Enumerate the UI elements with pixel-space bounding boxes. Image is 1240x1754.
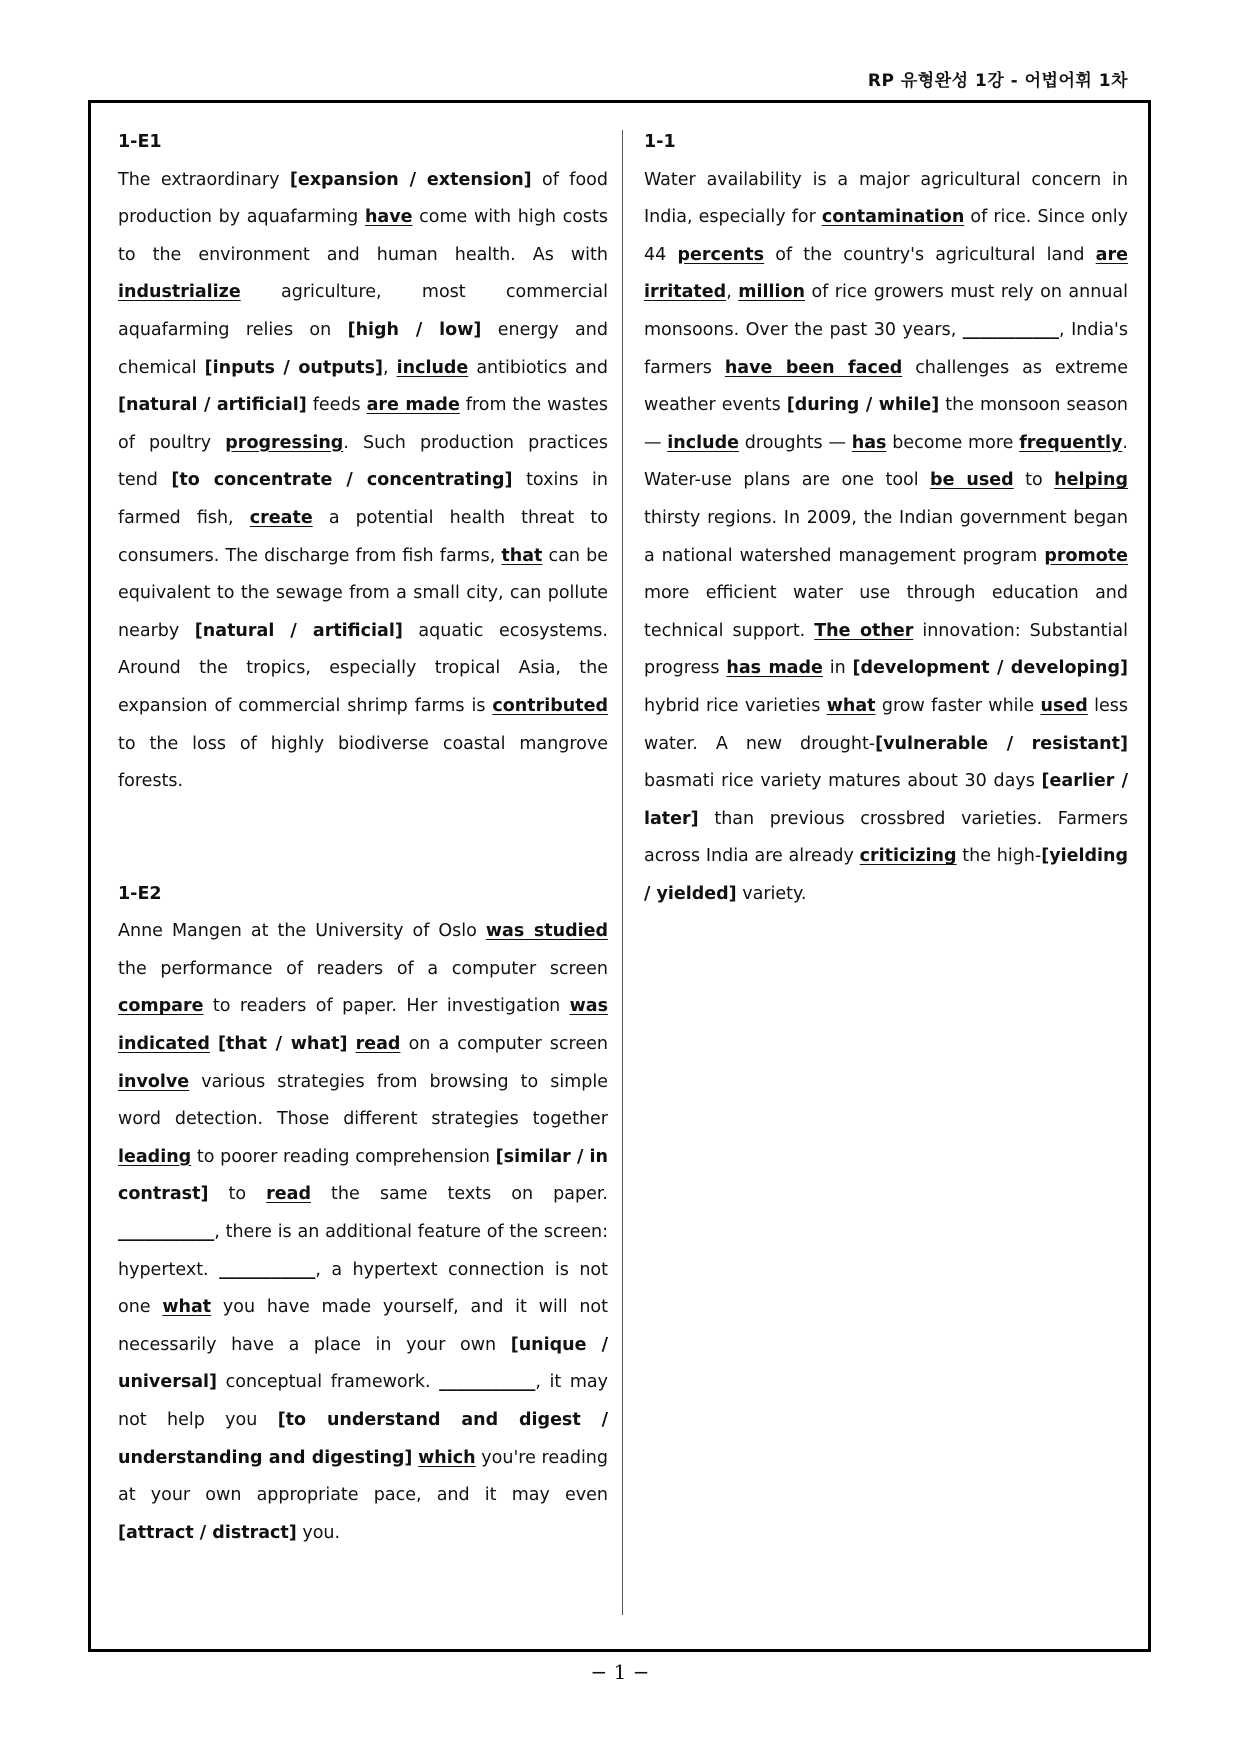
underlined-word: percents: [677, 244, 764, 265]
text: of rice growers must rely on annual monsoons. Over the past 30 years,: [644, 282, 1128, 340]
blank: ___________: [439, 1372, 536, 1393]
choice: [inputs / outputs]: [204, 357, 383, 378]
text: antibiotics and: [468, 357, 608, 378]
text: to readers of paper. Her investigation: [203, 996, 570, 1017]
underlined-word: are made: [366, 395, 460, 416]
underlined-word: what: [162, 1297, 212, 1318]
underlined-word: frequently: [1019, 432, 1123, 453]
text: aquatic ecosystems. Around the tropics, especially tropical Asia, the expansion of commercial shrimp farms is: [118, 620, 608, 716]
text: to: [1013, 470, 1055, 491]
underlined-word: read: [266, 1184, 311, 1205]
underlined-word: industrialize: [118, 282, 241, 303]
underlined-word: promote: [1044, 545, 1128, 566]
text: toxins in farmed fish,: [118, 470, 608, 528]
blank: ___________: [962, 319, 1060, 340]
choice: [that / what]: [218, 1034, 348, 1055]
choice: [high / low]: [347, 319, 482, 340]
passage-1-1: [644, 162, 1128, 914]
text: , there is an additional feature of the screen: hypertext.: [118, 1222, 608, 1280]
passage-1-e2: [118, 913, 608, 1552]
text: the performance of readers of a computer screen: [118, 958, 608, 979]
text: from the wastes of poultry: [118, 395, 608, 453]
text: [348, 1034, 356, 1054]
left-column: [118, 124, 608, 1552]
choice: [vulnerable / resistant]: [875, 733, 1128, 754]
text: more efficient water use through education and technical support.: [644, 583, 1128, 641]
choice: [earlier / later]: [644, 771, 1128, 829]
text: droughts —: [738, 432, 852, 453]
text: variety.: [736, 883, 807, 904]
choice: [natural / artificial]: [118, 395, 307, 416]
text: Anne Mangen at the University of Oslo: [118, 921, 486, 942]
underlined-word: have: [364, 207, 413, 228]
text: the high-: [956, 846, 1042, 867]
section-title-1-1: 1-1: [644, 132, 676, 152]
section-title-1-e1: 1-E1: [118, 132, 162, 152]
text: hybrid rice varieties: [644, 695, 827, 716]
text: of food production by aquafarming: [118, 169, 608, 228]
underlined-word: what: [826, 695, 876, 716]
underlined-word: has made: [726, 658, 823, 679]
underlined-word: helping: [1054, 470, 1129, 491]
text: , India's farmers: [644, 319, 1128, 378]
right-column: [644, 124, 1128, 913]
text: you're reading at your own appropriate pace, and it may even: [118, 1447, 609, 1506]
choice: [yielding / yielded]: [644, 846, 1128, 904]
underlined-word: which: [418, 1447, 476, 1468]
underlined-word: criticizing: [859, 846, 957, 867]
underlined-word: leading: [118, 1146, 192, 1167]
underlined-word: contributed: [492, 695, 608, 716]
blank: ___________: [219, 1259, 316, 1280]
section-gap: [118, 801, 608, 876]
text: to the loss of highly biodiverse coastal mangrove forests.: [118, 733, 608, 792]
choice: [unique / universal]: [118, 1334, 608, 1393]
underlined-word: be used: [930, 470, 1014, 491]
underlined-word: million: [738, 282, 805, 303]
underlined-word: was studied: [485, 921, 608, 942]
choice: [natural / artificial]: [194, 620, 403, 641]
text: The extraordinary: [118, 169, 290, 190]
text: [210, 1034, 218, 1054]
text: you.: [296, 1522, 341, 1543]
text: the same texts on paper.: [311, 1184, 608, 1205]
document-header: RP 유형완성 1강 - 어법어휘 1차: [867, 71, 1128, 91]
text: in: [822, 658, 853, 679]
choice: [to concentrate / concentrating]: [171, 470, 513, 491]
text: less water. A new drought-: [644, 695, 1128, 754]
text: various strategies from browsing to simple word detection. Those different strategies together: [118, 1071, 608, 1130]
text: to: [208, 1184, 267, 1205]
section-title-1-e2: 1-E2: [118, 883, 162, 904]
underlined-word: have been faced: [724, 357, 903, 378]
text: to poorer reading comprehension: [191, 1146, 496, 1167]
underlined-word: was indicated: [118, 996, 608, 1055]
choice: [to understand and digest / understanding and digesting]: [118, 1410, 608, 1468]
choice: [attract / distract]: [118, 1522, 297, 1543]
text: grow faster while: [875, 695, 1041, 716]
text: become more: [886, 432, 1020, 453]
text: of rice. Since only 44: [644, 207, 1129, 265]
text: innovation: Substantial progress: [644, 620, 1128, 679]
underlined-word: read: [355, 1034, 401, 1055]
text: of the country's agricultural land: [764, 244, 1096, 265]
underlined-word: involve: [118, 1071, 190, 1092]
text: a potential health threat to consumers. The discharge from fish farms,: [118, 507, 608, 566]
text: ,: [726, 282, 739, 303]
text: . Water-use plans are one tool: [644, 432, 1128, 491]
underlined-word: include: [396, 357, 469, 378]
text: you have made yourself, and it will not necessarily have a place in your own: [118, 1297, 608, 1355]
text: . Such production practices tend: [118, 432, 608, 491]
choice: [during / while]: [786, 395, 940, 416]
text: on a computer screen: [400, 1034, 608, 1055]
text: ,: [383, 357, 397, 378]
text: can be equivalent to the sewage from a small city, can pollute nearby: [118, 545, 609, 641]
text: agriculture, most commercial aquafarming relies on: [118, 282, 608, 340]
text: Water availability is a major agricultural concern in India, especially for: [644, 169, 1128, 228]
page-number: − 1 −: [590, 1660, 650, 1684]
passage-1-e1: [118, 162, 608, 801]
text: , it may not help you: [118, 1372, 608, 1430]
text: come with high costs to the environment and human health. As with: [118, 207, 608, 265]
underlined-word: progressing: [225, 432, 344, 453]
text: energy and chemical: [118, 319, 608, 378]
column-divider: [622, 130, 623, 1615]
text: thirsty regions. In 2009, the Indian government began a national watershed management program: [644, 507, 1128, 566]
text: basmati rice variety matures about 30 days: [644, 771, 1042, 792]
text: the monsoon season —: [644, 395, 1128, 453]
underlined-word: are irritated: [644, 244, 1128, 303]
text: feeds: [306, 395, 367, 416]
choice: [similar / in contrast]: [118, 1146, 609, 1205]
text: conceptual framework.: [217, 1372, 440, 1393]
choice: [expansion / extension]: [289, 169, 532, 190]
underlined-word: compare: [118, 996, 204, 1017]
choice: [development / developing]: [852, 658, 1129, 679]
text: , a hypertext connection is not one: [118, 1259, 608, 1318]
text: than previous crossbred varieties. Farmers across India are already: [644, 808, 1128, 867]
underlined-word: has: [851, 432, 887, 453]
underlined-word: contamination: [821, 207, 965, 228]
underlined-word: include: [667, 432, 739, 453]
underlined-word: create: [249, 507, 313, 528]
text: challenges as extreme weather events: [644, 357, 1128, 416]
blank: ___________: [118, 1222, 215, 1243]
underlined-word: The other: [814, 620, 914, 641]
underlined-word: used: [1040, 695, 1088, 716]
underlined-word: that: [501, 545, 543, 566]
